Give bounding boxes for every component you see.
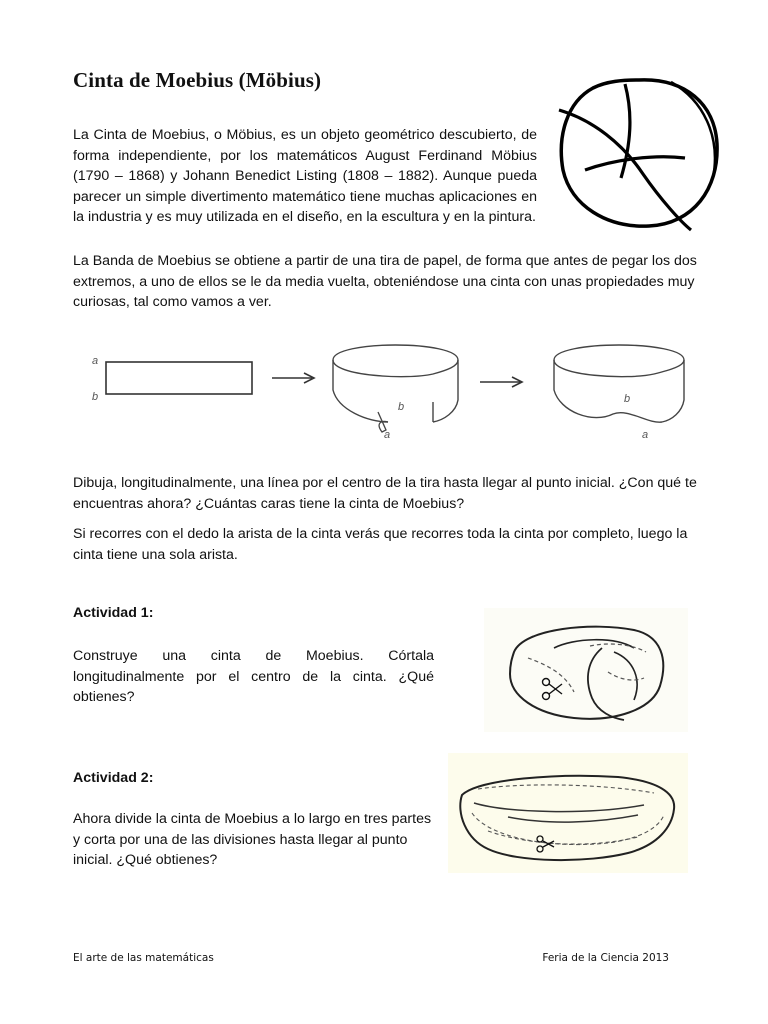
actividad-1-text: Construye una cinta de Moebius. Córtala longitudinalmente por el centro de la cinta. ¿Qué obtienes? — [73, 648, 434, 705]
actividad-2-heading: Actividad 2: — [73, 770, 154, 786]
label-b-open: b — [398, 401, 405, 413]
mobius-cut-illustration — [484, 608, 688, 732]
dibuja-paragraph: Dibuja, longitudinalmente, una línea por el centro de la tira hasta llegar al punto inicial. ¿Con qué te encuentras ahora? ¿Cuántas caras tiene la cinta de Moebius? — [73, 475, 697, 512]
label-a-joined: a — [642, 429, 649, 441]
mobius-thirds-illustration — [448, 753, 688, 873]
footer-right: Feria de la Ciencia 2013 — [542, 952, 669, 964]
footer-left: El arte de las matemáticas — [73, 952, 214, 964]
actividad-2-text: Ahora divide la cinta de Moebius a lo largo en tres partes y corta por una de las divisiones hasta llegar al punto inicial. ¿Qué obtienes? — [73, 811, 432, 868]
label-a-strip: a — [92, 355, 99, 367]
mobius-strip-illustration — [553, 74, 725, 232]
label-b-strip: b — [92, 391, 99, 403]
page-title: Cinta de Moebius (Möbius) — [73, 68, 322, 92]
intro-paragraph: La Cinta de Moebius, o Möbius, es un objeto geométrico descubierto, de forma independiente, por los matemáticos August Ferdinand Möbius (1790 – 1868) y Johann Benedict Listing (1808 – 1882). Aunque pueda parecer un simple divertimento matemático tiene muchas aplicaciones en la industria y es muy utilizada en el diseño, en la escultura y en la pintura. — [73, 127, 537, 225]
banda-paragraph: La Banda de Moebius se obtiene a partir de una tira de papel, de forma que antes de pegar los dos extremos, a uno de ellos se le da media vuelta, obteniéndose una cinta con unas propiedades muy curiosas, tal como vamos a ver. — [73, 253, 697, 310]
label-b-joined: b — [624, 393, 631, 405]
recorres-paragraph: Si recorres con el dedo la arista de la cinta verás que recorres toda la cinta por completo, luego la cinta tiene una sola arista. — [73, 526, 688, 563]
label-a-open: a — [384, 429, 391, 441]
actividad-1-heading: Actividad 1: — [73, 605, 154, 621]
strip-construction-figure — [88, 340, 688, 452]
